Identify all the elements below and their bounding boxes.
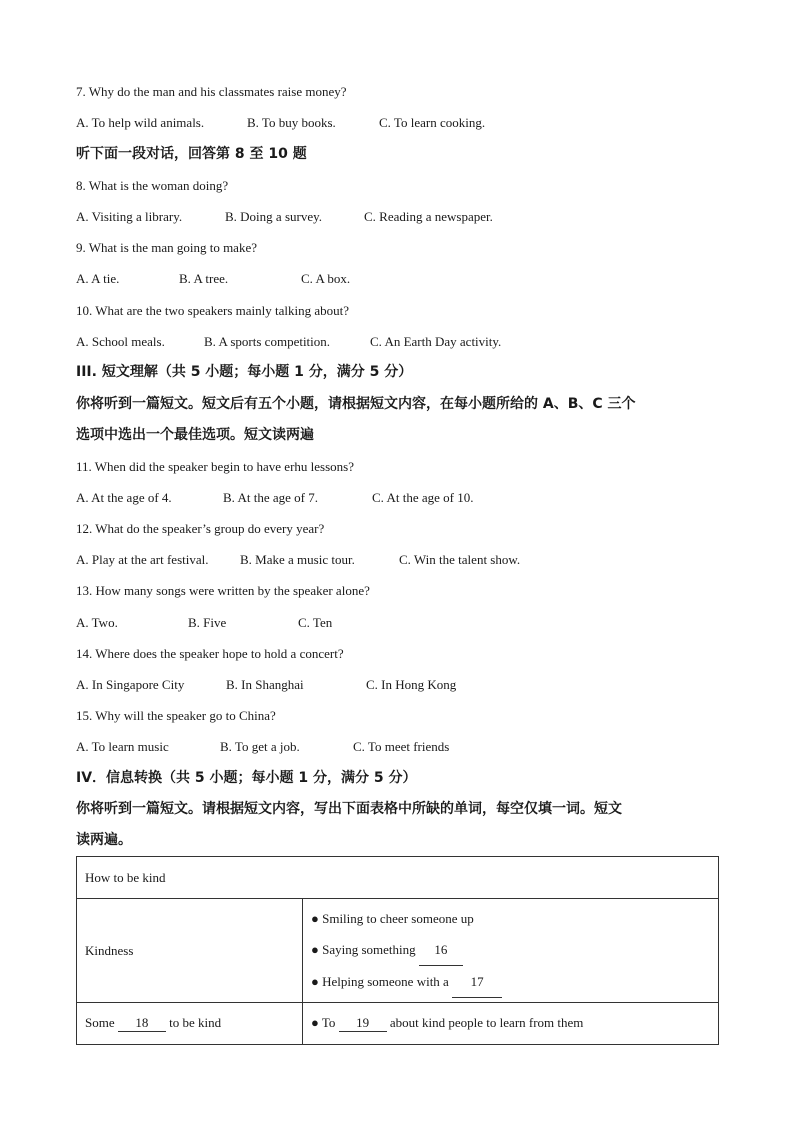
question-12: 12. What do the speaker’s group do every year? [76, 521, 325, 536]
question-8: 8. What is the woman doing? [76, 178, 229, 193]
option-8b: B. Doing a survey. [225, 209, 323, 224]
option-14b: B. In Shanghai [226, 677, 304, 692]
question-14: 14. Where does the speaker hope to hold a concert? [76, 646, 344, 661]
section-4-instructions-line1: 你将听到一篇短文。请根据短文内容，写出下面表格中所缺的单词，每空仅填一词。短文 [76, 801, 622, 817]
section-3-instructions-line1: 你将听到一篇短文。短文后有五个小题，请根据短文内容，在每小题所给的 A、B、C 三个 [76, 396, 636, 412]
section-3-title: III. 短文理解（共 5 小题；每小题 1 分，满分 5 分） [76, 364, 413, 380]
question-15: 15. Why will the speaker go to China? [76, 708, 276, 723]
question-13: 13. How many songs were written by the speaker alone? [76, 583, 370, 598]
row2-item-prefix: ● To [311, 1015, 336, 1030]
kindness-item-1: ● Smiling to cheer someone up [311, 911, 474, 926]
blank-18[interactable]: 18 [118, 1015, 166, 1032]
option-8a: A. Visiting a library. [76, 209, 183, 224]
table-row [77, 899, 719, 1003]
option-11a: A. At the age of 4. [76, 490, 172, 505]
row2-item [303, 1003, 719, 1045]
row2-item-suffix: about kind people to learn from them [389, 1015, 584, 1030]
question-11: 11. When did the speaker begin to have erhu lessons? [76, 459, 354, 474]
option-9c: C. A box. [301, 271, 351, 286]
option-10b: B. A sports competition. [204, 334, 331, 349]
info-table [76, 856, 719, 1045]
option-8c: C. Reading a newspaper. [364, 209, 493, 224]
option-15a: A. To learn music [76, 739, 169, 754]
option-12b: B. Make a music tour. [240, 552, 355, 567]
option-14c: C. In Hong Kong [366, 677, 457, 692]
option-9a: A. A tie. [76, 271, 120, 286]
row2-label-suffix: to be kind [169, 1015, 222, 1030]
question-9: 9. What is the man going to make? [76, 240, 257, 255]
question-10: 10. What are the two speakers mainly talking about? [76, 303, 350, 318]
kindness-label: Kindness [77, 899, 303, 1003]
option-14a: A. In Singapore City [76, 677, 185, 692]
kindness-items [303, 899, 719, 1003]
section-4-instructions-line2: 读两遍。 [76, 832, 132, 848]
row2-label-prefix: Some [85, 1015, 115, 1030]
kindness-item-2-text: ● Saying something [311, 942, 416, 957]
question-7: 7. Why do the man and his classmates raise money? [76, 84, 347, 99]
table-row [77, 857, 719, 899]
blank-16[interactable]: 16 [419, 934, 463, 966]
option-11b: B. At the age of 7. [223, 490, 318, 505]
kindness-item-2 [311, 934, 710, 966]
option-12a: A. Play at the art festival. [76, 552, 209, 567]
section-4-title: IV．信息转换（共 5 小题；每小题 1 分，满分 5 分） [76, 770, 417, 786]
heading-dialogue-8-10: 听下面一段对话，回答第 8 至 10 题 [76, 146, 307, 162]
blank-17[interactable]: 17 [452, 966, 502, 998]
option-13c: C. Ten [298, 615, 333, 630]
option-10a: A. School meals. [76, 334, 165, 349]
option-12c: C. Win the talent show. [399, 552, 521, 567]
option-15c: C. To meet friends [353, 739, 450, 754]
table-title: How to be kind [77, 857, 719, 899]
option-7a: A. To help wild animals. [76, 115, 205, 130]
option-10c: C. An Earth Day activity. [370, 334, 502, 349]
option-7b: B. To buy books. [247, 115, 336, 130]
table-row [77, 1003, 719, 1045]
section-3-instructions-line2: 选项中选出一个最佳选项。短文读两遍 [76, 427, 314, 443]
row2-label [77, 1003, 303, 1045]
kindness-item-3 [311, 966, 710, 998]
option-15b: B. To get a job. [220, 739, 300, 754]
option-7c: C. To learn cooking. [379, 115, 486, 130]
option-13a: A. Two. [76, 615, 118, 630]
option-11c: C. At the age of 10. [372, 490, 474, 505]
option-13b: B. Five [188, 615, 227, 630]
blank-19[interactable]: 19 [339, 1015, 387, 1032]
option-9b: B. A tree. [179, 271, 229, 286]
kindness-item-3-text: ● Helping someone with a [311, 974, 449, 989]
